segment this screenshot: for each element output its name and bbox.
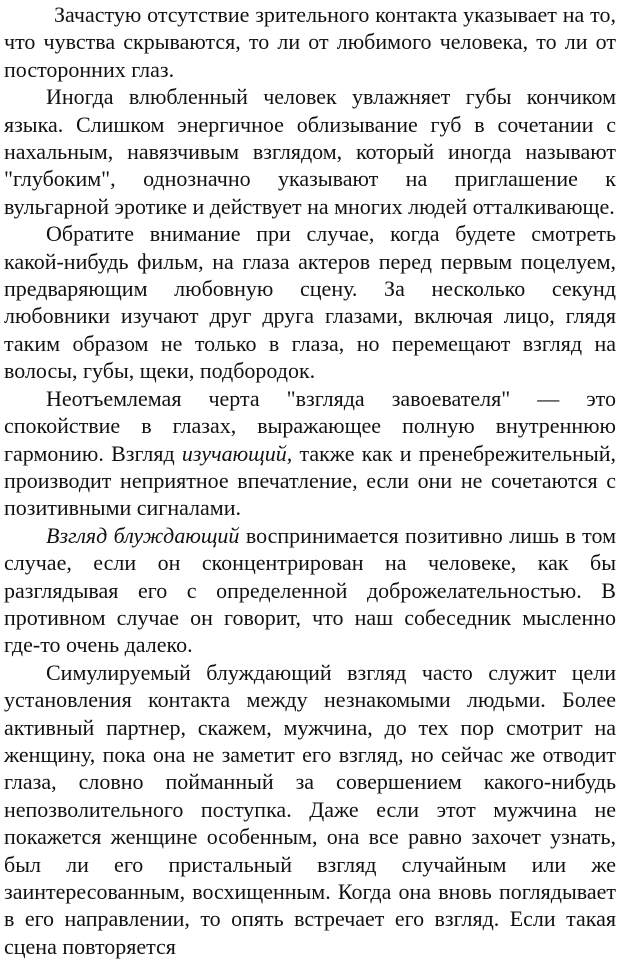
paragraph-4: [4, 385, 616, 522]
paragraph-3: Обратите внимание при случае, когда будете смотреть какой-нибудь фильм, на глаза актеров перед первым поцелуем, предваряющим любовную сцену. За несколько секунд любовники изучают друг друга глазами, включая лицо, глядя таким образом не только в глаза, но перемещают взгляд на волосы, губы, щеки, подбородок.: [4, 221, 616, 384]
paragraph-5-italic: Взгляд блуждающий: [46, 522, 240, 548]
paragraph-4-italic: изучающий,: [181, 440, 293, 466]
paragraph-1: Зачастую отсутствие зрительного контакта указывает на то, что чувства скрываются, то ли от любимого человека, то ли от посторонних глаз.: [4, 2, 616, 82]
paragraph-4-text-a: Неотъемлемая черта "взгляда завоевателя" — это спокойствие в глазах, выражающее полную внутреннюю гармонию. Взгляд: [4, 385, 616, 466]
paragraph-5-text: воспринимается позитивно лишь в том случае, если он сконцентрирован на человеке, как бы разглядывая его с определенной доброжелательностью. В противном случае он говорит, что наш собеседник мысленно где-то очень далеко.: [4, 522, 616, 658]
paragraph-5: [4, 522, 616, 659]
paragraph-2: Иногда влюбленный человек увлажняет губы кончиком языка. Слишком энергичное облизывание губ в сочетании с нахальным, навязчивым взглядом, который иногда называют "глубоким", однозначно указывают на приглашение к вульгарной эротике и действует на многих людей отталкивающе.: [4, 84, 616, 219]
paragraph-6: Симулируемый блуждающий взгляд часто служит цели установления контакта между незнакомыми людьми. Более активный партнер, скажем, мужчина, до тех пор смотрит на женщину, пока она не заметит его взгляд, но сейчас же отводит глаза, словно пойманный за совершением какого-нибудь непозволительного поступка. Даже если этот мужчина не покажется женщине особенным, она все равно захочет узнать, был ли его пристальный взгляд случайным или же заинтересованным, восхищенным. Когда она вновь поглядывает в его направлении, то опять встречает его взгляд. Если такая сцена повторяется: [4, 659, 616, 959]
paragraph-4-text-b: также как и пренебрежительный, производит неприятное впечатление, если они не сочетаются с позитивными сигналами.: [4, 440, 616, 521]
